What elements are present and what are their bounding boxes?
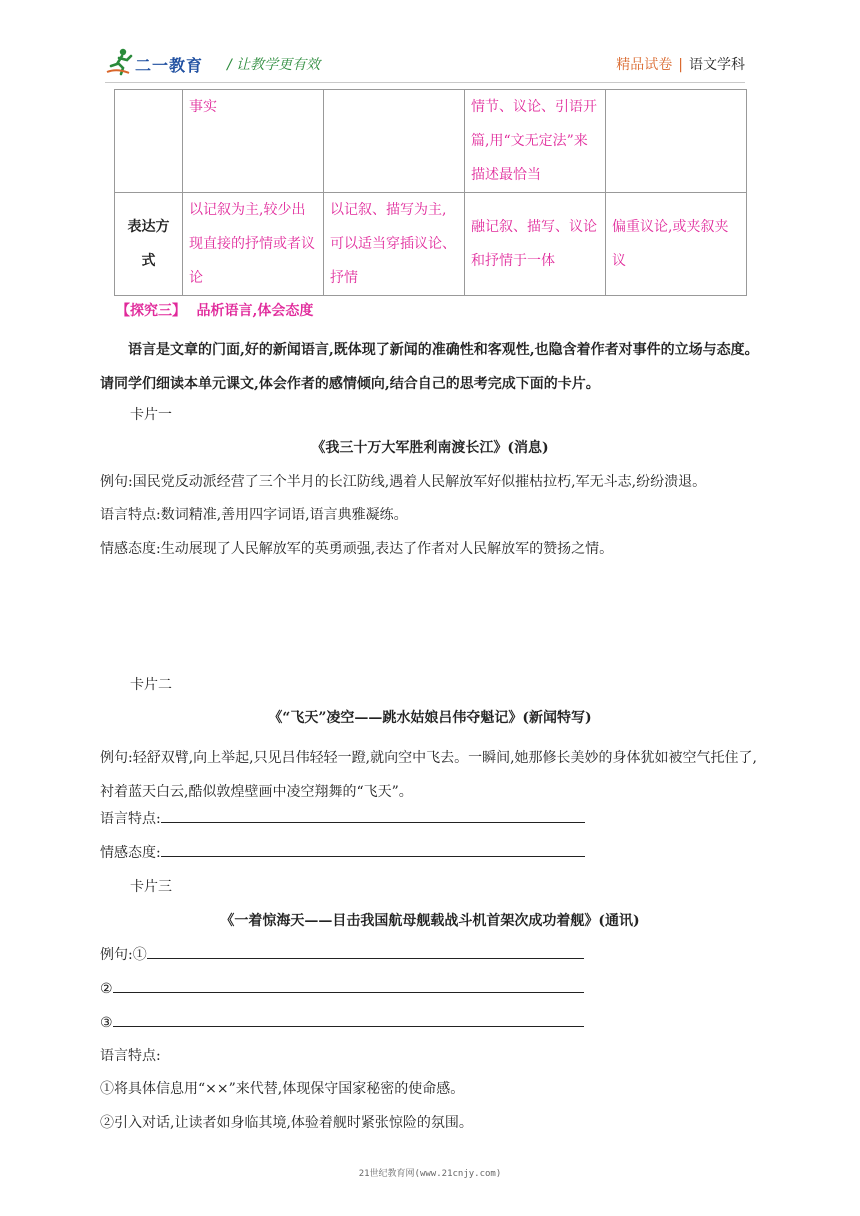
- table-cell: [115, 90, 183, 193]
- card3-feature-label: 语言特点:: [100, 1048, 161, 1064]
- card2-example: 例句:轻舒双臂,向上举起,只见吕伟轻轻一蹬,就向空中飞去。一瞬间,她那修长美妙的身体犹如被空气托住了,衬着蓝天白云,酷似敦煌壁画中凌空翔舞的“飞天”。: [100, 750, 757, 800]
- table-cell: [606, 90, 747, 193]
- section-title: 品析语言,体会态度: [196, 303, 314, 319]
- section-tag: 【探究三】: [116, 303, 186, 319]
- card2-attitude-label: 情感态度:: [100, 845, 161, 861]
- answer-blank[interactable]: [161, 842, 585, 857]
- answer-blank[interactable]: [161, 808, 585, 823]
- card2-label: 卡片二: [130, 677, 172, 693]
- card2-attitude-line: [100, 842, 760, 864]
- card1-attitude: 情感态度:生动展现了人民解放军的英勇顽强,表达了作者对人民解放军的赞扬之情。: [100, 541, 614, 557]
- section-intro: 语言是文章的门面,好的新闻语言,既体现了新闻的准确性和客观性,也隐含着作者对事件的立场与态度。请同学们细读本单元课文,体会作者的感情倾向,结合自己的思考完成下面的卡片。: [100, 342, 759, 392]
- answer-blank[interactable]: [113, 978, 584, 993]
- card3-item3: ③: [100, 1015, 113, 1031]
- card2-feature-label: 语言特点:: [100, 811, 161, 827]
- brand-separator: |: [678, 57, 683, 73]
- table-row-header: 表达方式: [115, 193, 183, 296]
- table-cell: 以记叙为主,较少出现直接的抒情或者议论: [183, 193, 324, 296]
- card2-title: 《“飞天”凌空——跳水姑娘吕伟夺魁记》(新闻特写): [268, 710, 592, 726]
- table-cell: 偏重议论,或夹叙夹议: [606, 193, 747, 296]
- card1-feature: 语言特点:数词精准,善用四字词语,语言典雅凝练。: [100, 507, 408, 523]
- logo-text: 二一教育: [135, 56, 204, 75]
- runner-logo-icon: [105, 46, 135, 76]
- table-cell: 情节、议论、引语开篇,用“文无定法”来描述最恰当: [465, 90, 606, 193]
- table-cell: 以记叙、描写为主,可以适当穿插议论、抒情: [324, 193, 465, 296]
- brand: [616, 54, 745, 74]
- card3-label: 卡片三: [130, 879, 172, 895]
- table-row: [115, 90, 747, 193]
- card1-example: 例句:国民党反动派经营了三个半月的长江防线,遇着人民解放军好似摧枯拉朽,军无斗志,纷纷溃退。: [100, 474, 707, 490]
- card3-point1: ①将具体信息用“××”来代替,体现保守国家秘密的使命感。: [100, 1081, 465, 1097]
- table-cell: 融记叙、描写、议论和抒情于一体: [465, 193, 606, 296]
- card3-example-line-2: [100, 978, 760, 1000]
- card3-example-line-3: [100, 1012, 760, 1034]
- page-header: [105, 44, 745, 80]
- brand-left: 精品试卷: [616, 57, 673, 73]
- card3-item2: ②: [100, 981, 113, 997]
- page-footer: 21世纪教育网(www.21cnjy.com): [358, 1169, 502, 1179]
- card3-example-line-1: [100, 944, 760, 966]
- header-divider: [105, 82, 745, 83]
- card1-title: 《我三十万大军胜利南渡长江》(消息): [311, 440, 549, 456]
- table-cell: 事实: [183, 90, 324, 193]
- section-heading: [116, 300, 776, 322]
- comparison-table: [114, 89, 747, 296]
- card3-point2: ②引入对话,让读者如身临其境,体验着舰时紧张惊险的氛围。: [100, 1115, 473, 1131]
- table-row: [115, 193, 747, 296]
- answer-blank[interactable]: [113, 1012, 584, 1027]
- logo: [105, 46, 223, 76]
- card3-title: 《一着惊海天——目击我国航母舰载战斗机首架次成功着舰》(通讯): [220, 913, 640, 929]
- card2-feature-line: [100, 808, 760, 830]
- brand-right: 语文学科: [689, 57, 745, 73]
- slogan: / 让教学更有效: [227, 57, 321, 73]
- table-cell: [324, 90, 465, 193]
- answer-blank[interactable]: [147, 944, 584, 959]
- card1-label: 卡片一: [130, 407, 172, 423]
- card3-example-label: 例句:①: [100, 947, 147, 963]
